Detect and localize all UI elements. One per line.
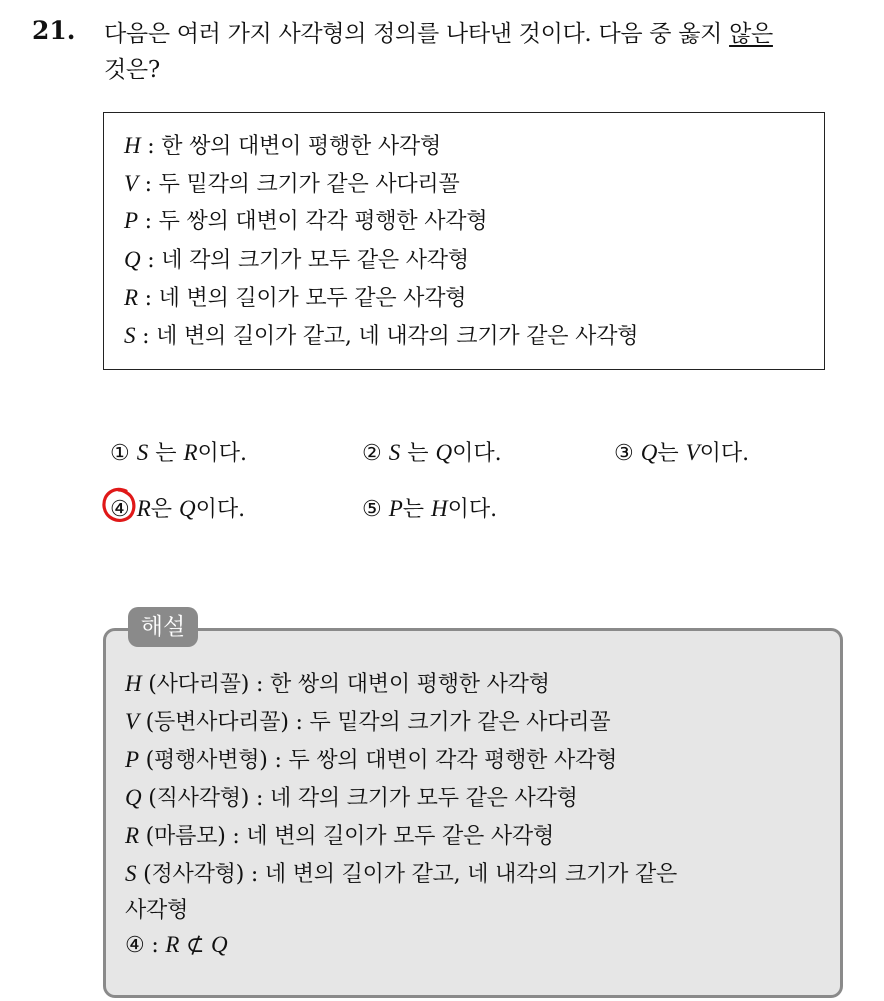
- choice-symbol-a: Q: [640, 440, 658, 465]
- choice-3[interactable]: [614, 436, 749, 467]
- question-text-main: 다음은 여러 가지 사각형의 정의를 나타낸 것이다. 다음 중 옳지: [104, 21, 730, 47]
- definition-separator: :: [140, 248, 162, 273]
- choice-symbol-a: S: [388, 440, 401, 465]
- choice-number: ①: [110, 441, 130, 466]
- definition-text: 한 쌍의 대변이 평행한 사각형: [161, 134, 442, 159]
- explanation-line: [125, 819, 554, 850]
- explanation-line: [125, 667, 550, 698]
- choice-connector: 은: [150, 497, 180, 522]
- definition-symbol: Q: [124, 247, 141, 272]
- question-text: [104, 16, 864, 88]
- choice-connector: 는: [657, 441, 686, 466]
- choice-symbol-b: H: [431, 496, 448, 521]
- definition-r: [124, 281, 466, 312]
- definition-text: 네 변의 길이가 모두 같은 사각형: [158, 286, 467, 311]
- answer-prefix: ④ :: [125, 933, 166, 958]
- explanation-answer: [125, 932, 227, 958]
- definition-v: [124, 167, 460, 198]
- explanation-wrap-line: 사각형: [125, 898, 189, 923]
- definition-separator: :: [135, 324, 157, 349]
- explanation-symbol: Q: [125, 785, 142, 810]
- choice-5[interactable]: [362, 492, 497, 523]
- question-number: 21.: [32, 16, 76, 45]
- explanation-tab: 해설: [128, 607, 198, 647]
- answer-relation: ⊄: [179, 933, 212, 958]
- explanation-symbol: V: [125, 709, 139, 734]
- definition-s: [124, 319, 638, 350]
- choice-number: ③: [614, 441, 634, 466]
- definition-symbol: H: [124, 133, 141, 158]
- choice-symbol-a: P: [388, 496, 403, 521]
- answer-symbol-b: Q: [211, 932, 228, 957]
- choice-symbol-b: R: [183, 440, 198, 465]
- explanation-symbol: R: [125, 823, 139, 848]
- explanation-text: (평행사변형) : 두 쌍의 대변이 각각 평행한 사각형: [138, 748, 618, 773]
- answer-circle-mark: [100, 486, 138, 526]
- choice-connector: 는: [407, 441, 436, 466]
- definition-symbol: R: [124, 285, 138, 310]
- choice-2[interactable]: [362, 436, 502, 467]
- explanation-symbol: H: [125, 671, 142, 696]
- definition-symbol: S: [124, 323, 136, 348]
- choice-connector: 는: [402, 497, 432, 522]
- explanation-line: [125, 743, 617, 774]
- explanation-symbol: S: [125, 861, 137, 886]
- explanation-symbol: P: [125, 747, 139, 772]
- choice-1[interactable]: [110, 436, 247, 467]
- definition-text: 두 밑각의 크기가 같은 사다리꼴: [158, 172, 460, 197]
- choice-ending: 이다.: [452, 441, 502, 466]
- definition-q: [124, 243, 469, 274]
- choice-symbol-b: Q: [179, 496, 196, 521]
- choice-connector: 는: [155, 441, 184, 466]
- definition-separator: :: [137, 209, 159, 234]
- explanation-text: (마름모) : 네 변의 길이가 모두 같은 사각형: [138, 824, 555, 849]
- choice-number: ②: [362, 441, 382, 466]
- choice-ending: 이다.: [447, 497, 498, 522]
- question-text-line2: 것은?: [104, 57, 160, 83]
- choice-ending: 이다.: [699, 441, 750, 466]
- choice-symbol-a: S: [136, 440, 149, 465]
- choice-number: ⑤: [362, 497, 382, 522]
- explanation-line: [125, 857, 677, 888]
- definition-text: 네 각의 크기가 모두 같은 사각형: [161, 248, 469, 273]
- answer-symbol-a: R: [165, 932, 180, 957]
- explanation-text: (직사각형) : 네 각의 크기가 모두 같은 사각형: [141, 786, 578, 811]
- explanation-text: (등변사다리꼴) : 두 밑각의 크기가 같은 사다리꼴: [138, 710, 611, 735]
- definition-separator: :: [137, 172, 159, 197]
- question-text-underlined: 않은: [729, 21, 773, 47]
- choice-ending: 이다.: [197, 441, 248, 466]
- explanation-text: (정사각형) : 네 변의 길이가 같고, 네 내각의 크기가 같은: [136, 862, 678, 887]
- definition-symbol: P: [124, 208, 138, 233]
- definition-p: [124, 204, 487, 235]
- choice-symbol-a: R: [136, 496, 151, 521]
- choice-symbol-b: Q: [435, 440, 453, 465]
- definition-separator: :: [140, 134, 162, 159]
- definitions-box: [103, 112, 825, 370]
- definition-h: [124, 129, 441, 160]
- explanation-line: [125, 705, 610, 736]
- choice-ending: 이다.: [195, 497, 246, 522]
- choice-number: ④: [110, 497, 130, 522]
- definition-separator: :: [137, 286, 159, 311]
- choice-symbol-b: V: [685, 440, 700, 465]
- explanation-line: [125, 781, 578, 812]
- definition-symbol: V: [124, 171, 138, 196]
- definition-text: 네 변의 길이가 같고, 네 내각의 크기가 같은 사각형: [156, 324, 639, 349]
- definition-text: 두 쌍의 대변이 각각 평행한 사각형: [158, 209, 488, 234]
- explanation-text: (사다리꼴) : 한 쌍의 대변이 평행한 사각형: [141, 672, 550, 697]
